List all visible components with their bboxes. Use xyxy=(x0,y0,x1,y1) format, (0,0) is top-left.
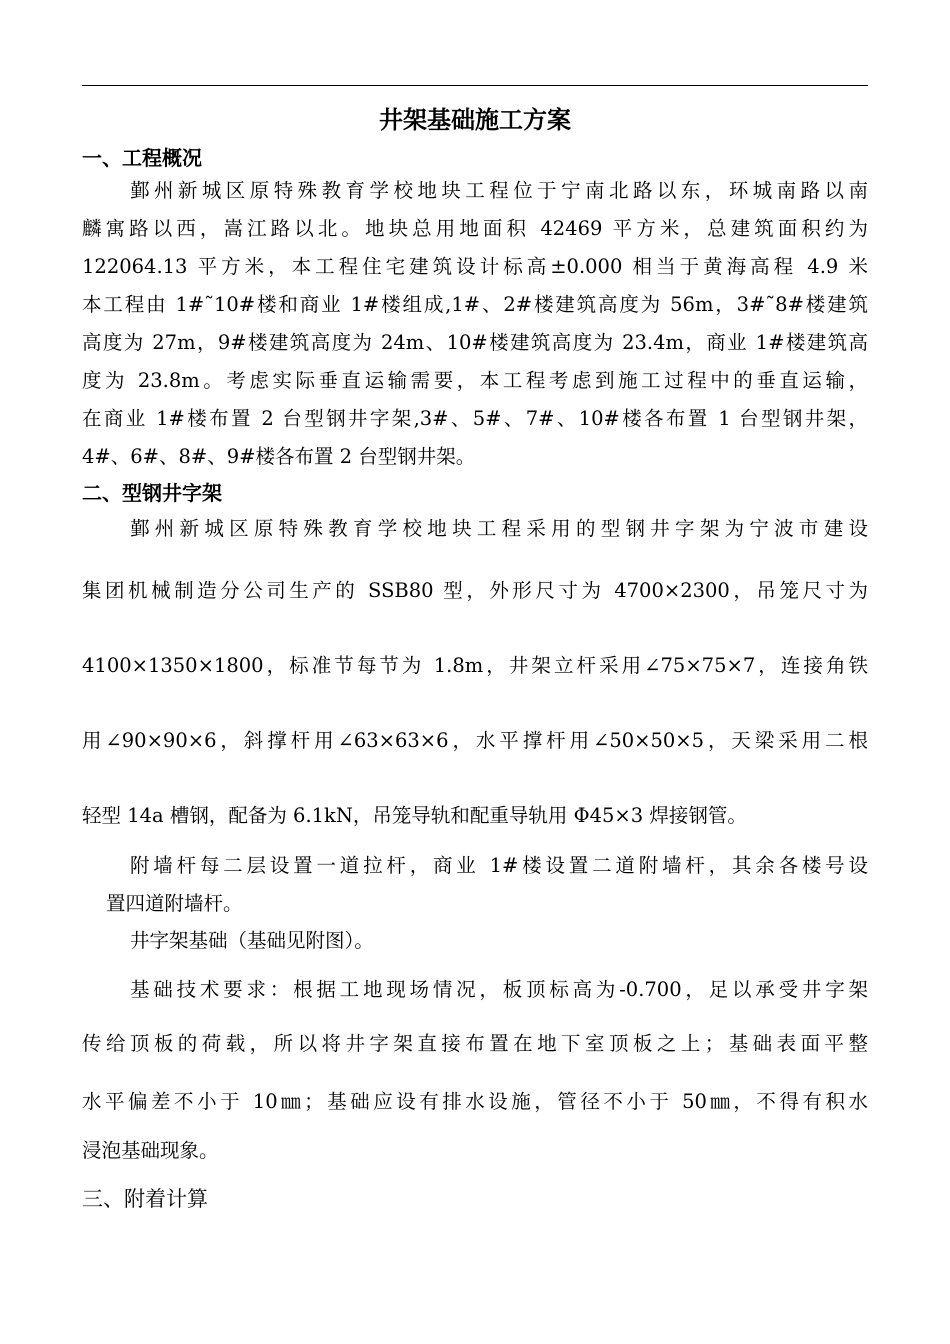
overview-line: 4#、6#、8#、9#楼各布置 2 台型钢井架。 xyxy=(82,445,476,468)
requirements-line: 浸泡基础现象。 xyxy=(82,1139,219,1162)
steel-frame-line: 鄞州新城区原特殊教育学校地块工程采用的型钢井字架为宁波市建设 xyxy=(130,517,868,540)
steel-frame-line: 集团机械制造分公司生产的 SSB80 型，外形尺寸为 4700×2300，吊笼尺寸为 xyxy=(82,579,868,602)
overview-line: 本工程由 1#˜10#楼和商业 1#楼组成,1#、2#楼建筑高度为 56m，3#˜8#楼建筑 xyxy=(82,293,868,316)
header-rule xyxy=(82,85,868,86)
overview-line: 麟寓路以西，嵩江路以北。地块总用地面积 42469 平方米，总建筑面积约为 xyxy=(82,217,868,240)
overview-line: 高度为 27m，9#楼建筑高度为 24m、10#楼建筑高度为 23.4m，商业 1#楼建筑高 xyxy=(82,331,868,354)
wall-tie-line: 置四道附墙杆。 xyxy=(106,892,243,915)
overview-line: 鄞州新城区原特殊教育学校地块工程位于宁南北路以东，环城南路以南 xyxy=(130,179,868,202)
requirements-line: 水平偏差不小于 10㎜；基础应设有排水设施，管径不小于 50㎜，不得有积水 xyxy=(82,1090,868,1113)
foundation-note: 井字架基础（基础见附图）。 xyxy=(130,929,374,952)
requirements-line: 基础技术要求：根据工地现场情况，板顶标高为-0.700，足以承受井字架 xyxy=(130,978,868,1001)
overview-line: 122064.13 平方米，本工程住宅建筑设计标高±0.000 相当于黄海高程 4.9 米 xyxy=(82,255,868,278)
page-title: 井架基础施工方案 xyxy=(379,106,571,134)
section-heading-steel-frame: 二、型钢井字架 xyxy=(82,481,222,505)
steel-frame-line: 轻型 14a 槽钢，配备为 6.1kN，吊笼导轨和配重导轨用 Φ45×3 焊接钢管。 xyxy=(82,804,747,827)
overview-line: 在商业 1#楼布置 2 台型钢井字架,3#、5#、7#、10#楼各布置 1 台型钢井架， xyxy=(82,407,868,430)
steel-frame-line: 4100×1350×1800，标准节每节为 1.8m，井架立杆采用∠75×75×7，连接角铁 xyxy=(82,654,868,677)
wall-tie-line: 附墙杆每二层设置一道拉杆，商业 1#楼设置二道附墙杆，其余各楼号设 xyxy=(130,854,868,877)
steel-frame-line: 用∠90×90×6，斜撑杆用∠63×63×6，水平撑杆用∠50×50×5，天梁采用二根 xyxy=(82,729,868,752)
requirements-line: 传给顶板的荷载，所以将井字架直接布置在地下室顶板之上；基础表面平整 xyxy=(82,1032,868,1055)
overview-line: 度为 23.8m。考虑实际垂直运输需要，本工程考虑到施工过程中的垂直运输， xyxy=(82,369,868,392)
section-heading-attachment: 三、附着计算 xyxy=(82,1187,208,1211)
section-heading-overview: 一、工程概况 xyxy=(82,146,202,170)
